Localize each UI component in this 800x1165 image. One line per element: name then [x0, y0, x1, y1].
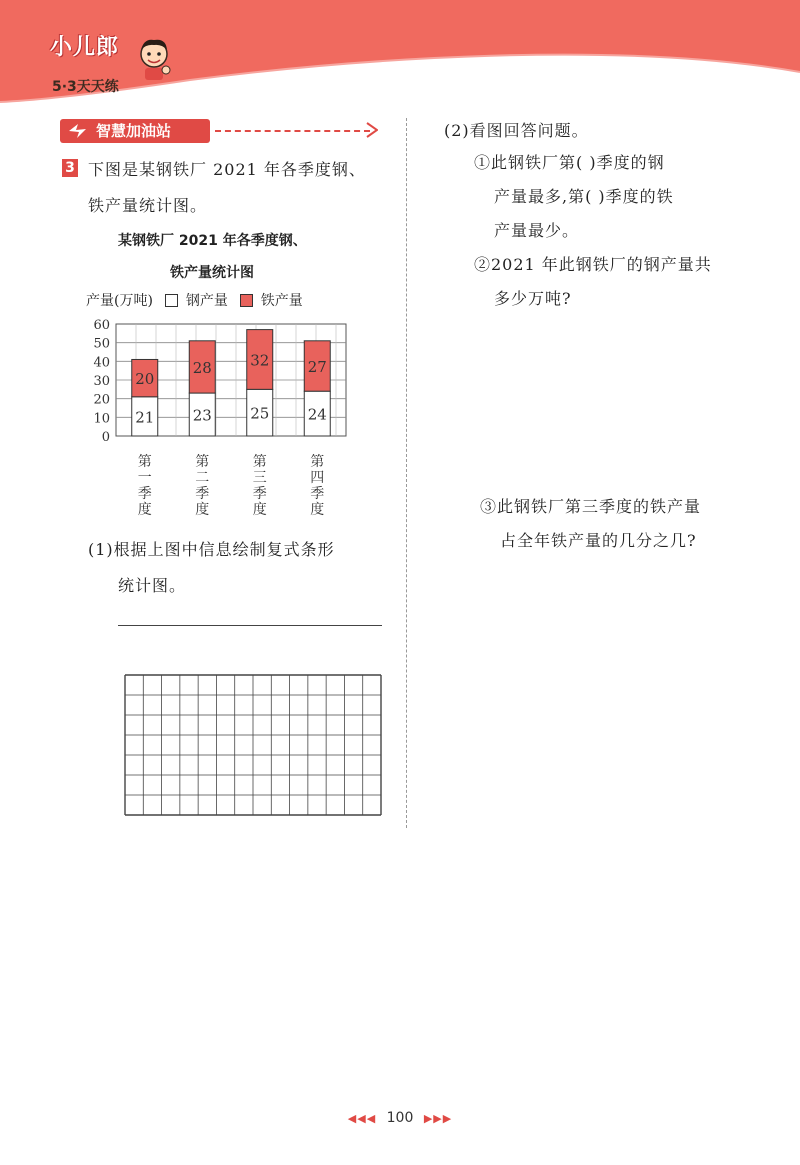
- page-number: 100: [386, 1110, 414, 1126]
- chart-legend: [86, 290, 303, 310]
- y-tick-label: 60: [93, 318, 110, 333]
- bar-label-iron: 20: [135, 370, 155, 389]
- bar-label-iron: 28: [192, 358, 212, 377]
- bar-label-steel: 24: [307, 405, 327, 424]
- chart-title-line2: 铁产量统计图: [170, 265, 254, 281]
- column-divider: [406, 118, 407, 828]
- drawing-grid[interactable]: [124, 674, 382, 816]
- legend-label-steel: 钢产量: [185, 293, 228, 309]
- stacked-bar-chart: [80, 316, 370, 526]
- bar-label-steel: 23: [192, 406, 212, 425]
- y-tick-label: 10: [93, 411, 110, 427]
- y-tick-label: 40: [93, 355, 110, 371]
- part2-title: (2)看图回答问题。: [444, 121, 589, 140]
- question-prompt-line1: 下图是某钢铁厂 2021 年各季度钢、: [88, 160, 366, 179]
- x-tick-label: 第四季度: [310, 454, 325, 518]
- sub1-line3: 产量最少。: [494, 221, 580, 240]
- bar-label-iron: 27: [307, 358, 327, 376]
- spark-icon: [66, 121, 90, 141]
- sub3-line2: 占全年铁产量的几分之几?: [500, 531, 697, 550]
- page-footer: [0, 1110, 800, 1126]
- y-tick-label: 0: [101, 430, 110, 445]
- question-number: 3: [62, 159, 78, 177]
- chart-title-line1: 某钢铁厂 2021 年各季度钢、: [118, 233, 307, 249]
- y-tick-label: 20: [93, 392, 110, 408]
- bar-label-iron: 32: [250, 351, 270, 370]
- bar-label-steel: 25: [250, 404, 270, 423]
- answer-title-line[interactable]: [118, 625, 382, 626]
- sub1-line2: 产量最多,第( )季度的铁: [494, 187, 674, 206]
- x-tick-label: 第二季度: [195, 454, 210, 518]
- chart-ylabel: 产量(万吨): [86, 293, 153, 309]
- sub1-line1: ①此钢铁厂第( )季度的钢: [474, 153, 665, 172]
- x-tick-label: 第三季度: [252, 454, 267, 518]
- bar-label-steel: 21: [135, 408, 155, 427]
- brand-title: 小儿郎: [50, 35, 120, 60]
- y-tick-label: 30: [93, 374, 110, 389]
- section-dash-line: [215, 130, 370, 132]
- part1-line1: (1)根据上图中信息绘制复式条形: [88, 540, 335, 559]
- part1-line2: 统计图。: [118, 576, 187, 595]
- y-tick-label: 50: [93, 336, 110, 352]
- arrow-right-icon: [366, 122, 378, 138]
- sub3-line1: ③此钢铁厂第三季度的铁产量: [480, 497, 702, 516]
- section-tag-label: 智慧加油站: [96, 122, 172, 140]
- legend-swatch-steel: [165, 294, 178, 307]
- sub2-line2: 多少万吨?: [494, 289, 572, 308]
- header-band: [0, 0, 800, 110]
- brand-subtitle: 5·3天天练: [52, 79, 119, 95]
- question-prompt-line2: 铁产量统计图。: [88, 196, 208, 215]
- legend-label-iron: 铁产量: [260, 293, 303, 309]
- sub2-line1: ②2021 年此钢铁厂的钢产量共: [474, 255, 712, 274]
- footer-left-arrows: ◀◀◀: [347, 1112, 377, 1125]
- section-tag: [60, 119, 210, 143]
- footer-right-arrows: ▶▶▶: [423, 1112, 453, 1125]
- legend-swatch-iron: [240, 294, 253, 307]
- mascot-boy-icon: [136, 36, 172, 82]
- x-tick-label: 第一季度: [137, 454, 152, 518]
